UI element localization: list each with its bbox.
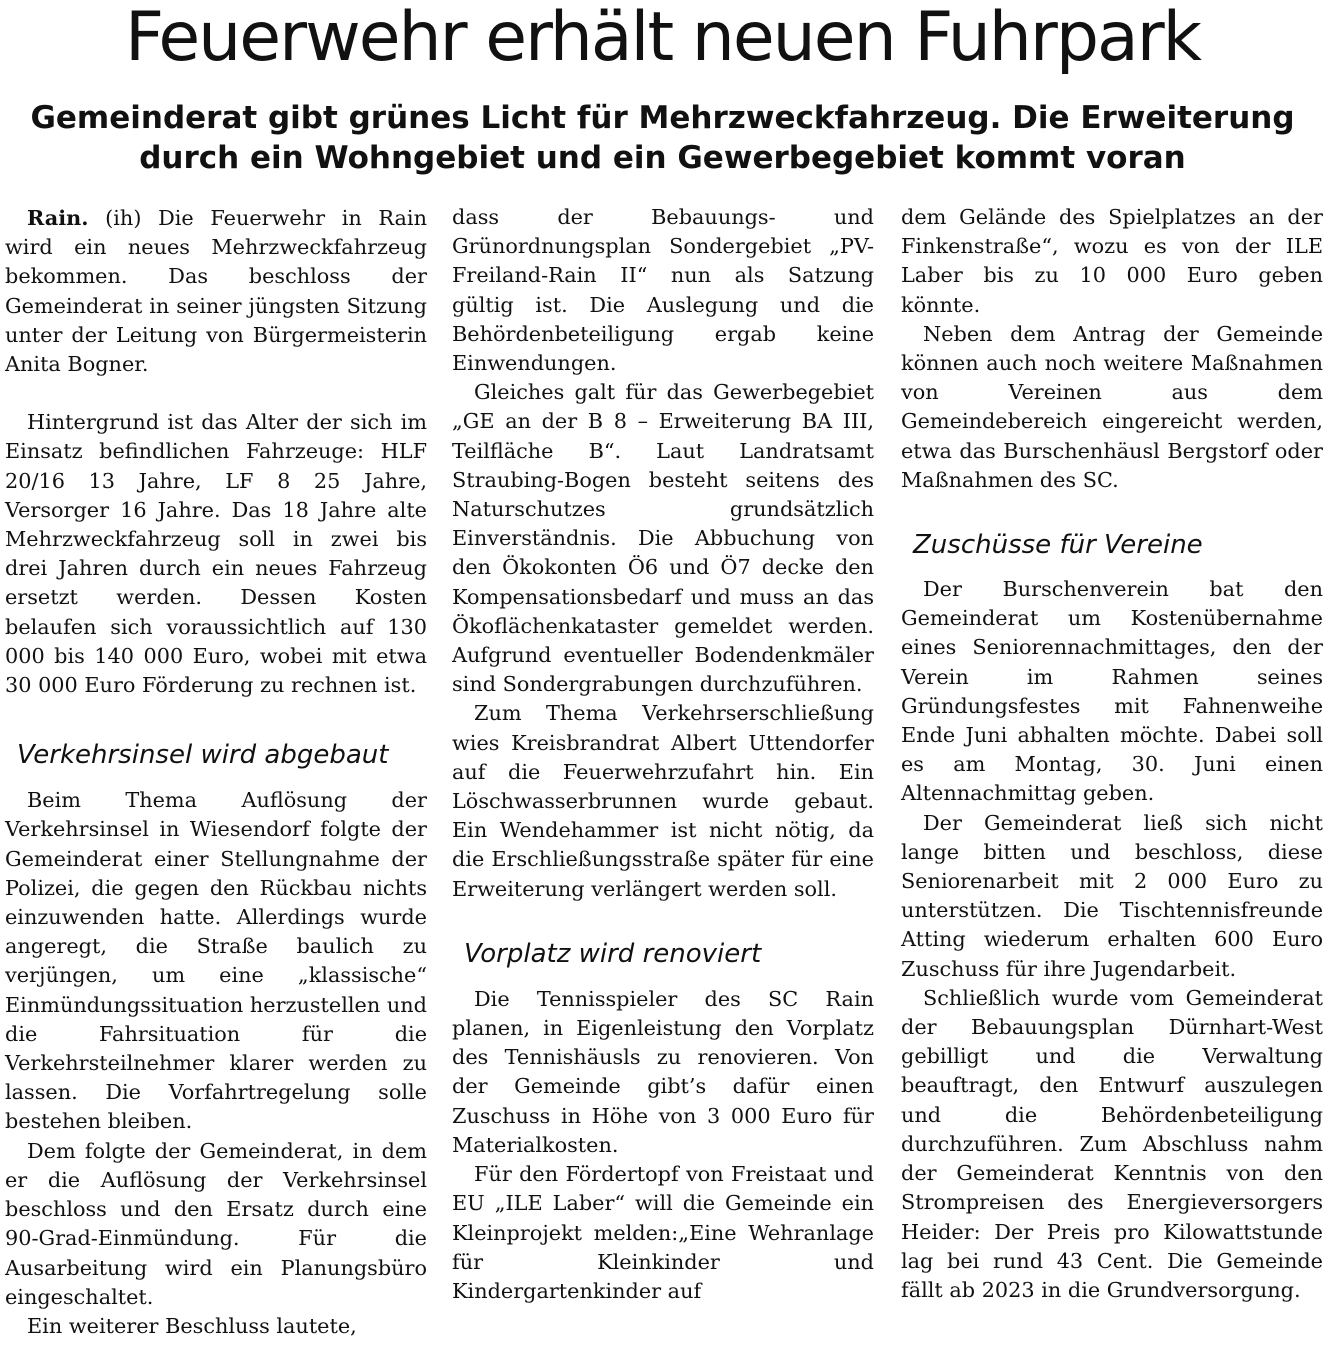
article-column-3 — [901, 203, 1323, 1305]
subheadline-line-1: Gemeinderat gibt grünes Licht für Mehrzweckfahrzeug. Die Erweiterung — [30, 100, 1295, 136]
paragraph: Für den Fördertopf von Freistaat und EU „ILE Laber“ will die Gemeinde ein Kleinprojekt melden:„Eine Wehranlage für Kleinkinder und Kindergartenkinder auf — [452, 1162, 874, 1303]
dateline: Rain. — [27, 205, 89, 230]
paragraph: dem Gelände des Spielplatzes an der Finkenstraße“, wozu es von der ILE Laber bis zu 10 000 Euro geben könnte. — [901, 205, 1323, 317]
subheadline — [0, 98, 1325, 178]
section-heading: Verkehrsinsel wird abgebaut — [17, 740, 389, 771]
paragraph: Der Burschenverein bat den Gemeinderat um Kostenübernahme eines Seniorennachmittages, den der Verein im Rahmen seines Gründungsfestes mit Fahnenweihe Ende Juni abhalten möchte. Dabei soll es am Montag, 30. Juni einen Altennachmittag geben. — [901, 577, 1323, 806]
paragraph: Der Gemeinderat ließ sich nicht lange bitten und beschloss, diese Seniorenarbeit mit 2 000 Euro zu unterstützen. Die Tischtennisfreunde Atting wiederum erhalten 600 Euro Zuschuss für ihre Jugendarbeit. — [901, 810, 1323, 981]
paragraph: dass der Bebauungs- und Grünordnungsplan Sondergebiet „PV-Freiland-Rain II“ nun als Satzung gültig ist. Die Auslegung und die Behördenbeteiligung ergab keine Einwendungen. — [452, 205, 874, 376]
section-heading: Vorplatz wird renoviert — [464, 938, 762, 969]
paragraph — [5, 203, 427, 379]
subheadline-line-2: durch ein Wohngebiet und ein Gewerbegebiet kommt voran — [139, 140, 1186, 176]
section-heading: Zuschüsse für Vereine — [913, 530, 1203, 561]
paragraph: Dem folgte der Gemeinderat, in dem er die Auflösung der Verkehrsinsel beschloss und den Ersatz durch eine 90-Grad-Einmündung. Für die Ausarbeitung wird ein Planungsbüro eingeschaltet. — [5, 1138, 427, 1309]
paragraph: Neben dem Antrag der Gemeinde können auch noch weitere Maßnahmen von Vereinen aus dem Gemeindebereich eingereicht werden, etwa das Burschenhäusl Bergstorf oder Maßnahmen des SC. — [901, 321, 1323, 492]
paragraph: Beim Thema Auflösung der Verkehrsinsel in Wiesendorf folgte der Gemeinderat einer Stellungnahme der Polizei, die gegen den Rückbau nichts einzuwenden hatte. Allerdings wurde angeregt, die Straße baulich zu verjüngen, um eine „klassische“ Einmündungssituation herzustellen und die Fahrsituation für die Verkehrsteilnehmer klarer werden zu lassen. Die Vorfahrtregelung solle bestehen bleiben. — [5, 788, 427, 1134]
article-column-1 — [5, 203, 427, 1341]
paragraph: Die Tennisspieler des SC Rain planen, in Eigenleistung den Vorplatz des Tennishäusls zu renovieren. Von der Gemeinde gibt’s dafür einen Zuschuss in Höhe von 3 000 Euro für Materialkosten. — [452, 986, 874, 1157]
paragraph: Ein weiterer Beschluss lautete, — [27, 1313, 357, 1338]
paragraph-text: (ih) Die Feuerwehr in Rain wird ein neues Mehrzweckfahrzeug bekommen. Das beschloss der Gemeinderat in seiner jüngsten Sitzung unter der Leitung von Bürgermeisterin Anita Bogner. — [5, 206, 427, 377]
paragraph: Zum Thema Verkehrserschließung wies Kreisbrandrat Albert Uttendorfer auf die Feuerwehrzufahrt hin. Ein Löschwasserbrunnen wurde gebaut. Ein Wendehammer ist nicht nötig, da die Erschließungsstraße später für eine Erweiterung verlängert werden soll. — [452, 701, 874, 901]
article-column-2 — [452, 203, 874, 1306]
paragraph: Hintergrund ist das Alter der sich im Einsatz befindlichen Fahrzeuge: HLF 20/16 13 Jahre, LF 8 25 Jahre, Versorger 16 Jahre. Das 18 Jahre alte Mehrzweckfahrzeug soll in zwei bis drei Jahren durch ein neues Fahrzeug ersetzt werden. Dessen Kosten belaufen sich voraussichtlich auf 130 000 bis 140 000 Euro, wobei mit etwa 30 000 Euro Förderung zu rechnen ist. — [5, 410, 427, 698]
paragraph: Gleiches galt für das Gewerbegebiet „GE an der B 8 – Erweiterung BA III, Teilfläche B“. Laut Landratsamt Straubing-Bogen besteht seitens des Naturschutzes grundsätzlich Einverständnis. Die Abbuchung von den Ökokonten Ö6 und Ö7 decke den Kompensationsbedarf und muss an das Ökoflächenkataster gemeldet werden. Aufgrund eventueller Bodendenkmäler sind Sondergrabungen durchzuführen. — [452, 380, 874, 697]
headline: Feuerwehr erhält neuen Fuhrpark — [124, 0, 1201, 77]
paragraph: Schließlich wurde vom Gemeinderat der Bebauungsplan Dürnhart-West gebilligt und die Verwaltung beauftragt, den Entwurf auszulegen und die Behördenbeteiligung durchzuführen. Zum Abschluss nahm der Gemeinderat Kenntnis von den Strompreisen des Energieversorgers Heider: Der Preis pro Kilowattstunde lag bei rund 43 Cent. Die Gemeinde fällt ab 2023 in die Grundversorgung. — [901, 985, 1323, 1302]
